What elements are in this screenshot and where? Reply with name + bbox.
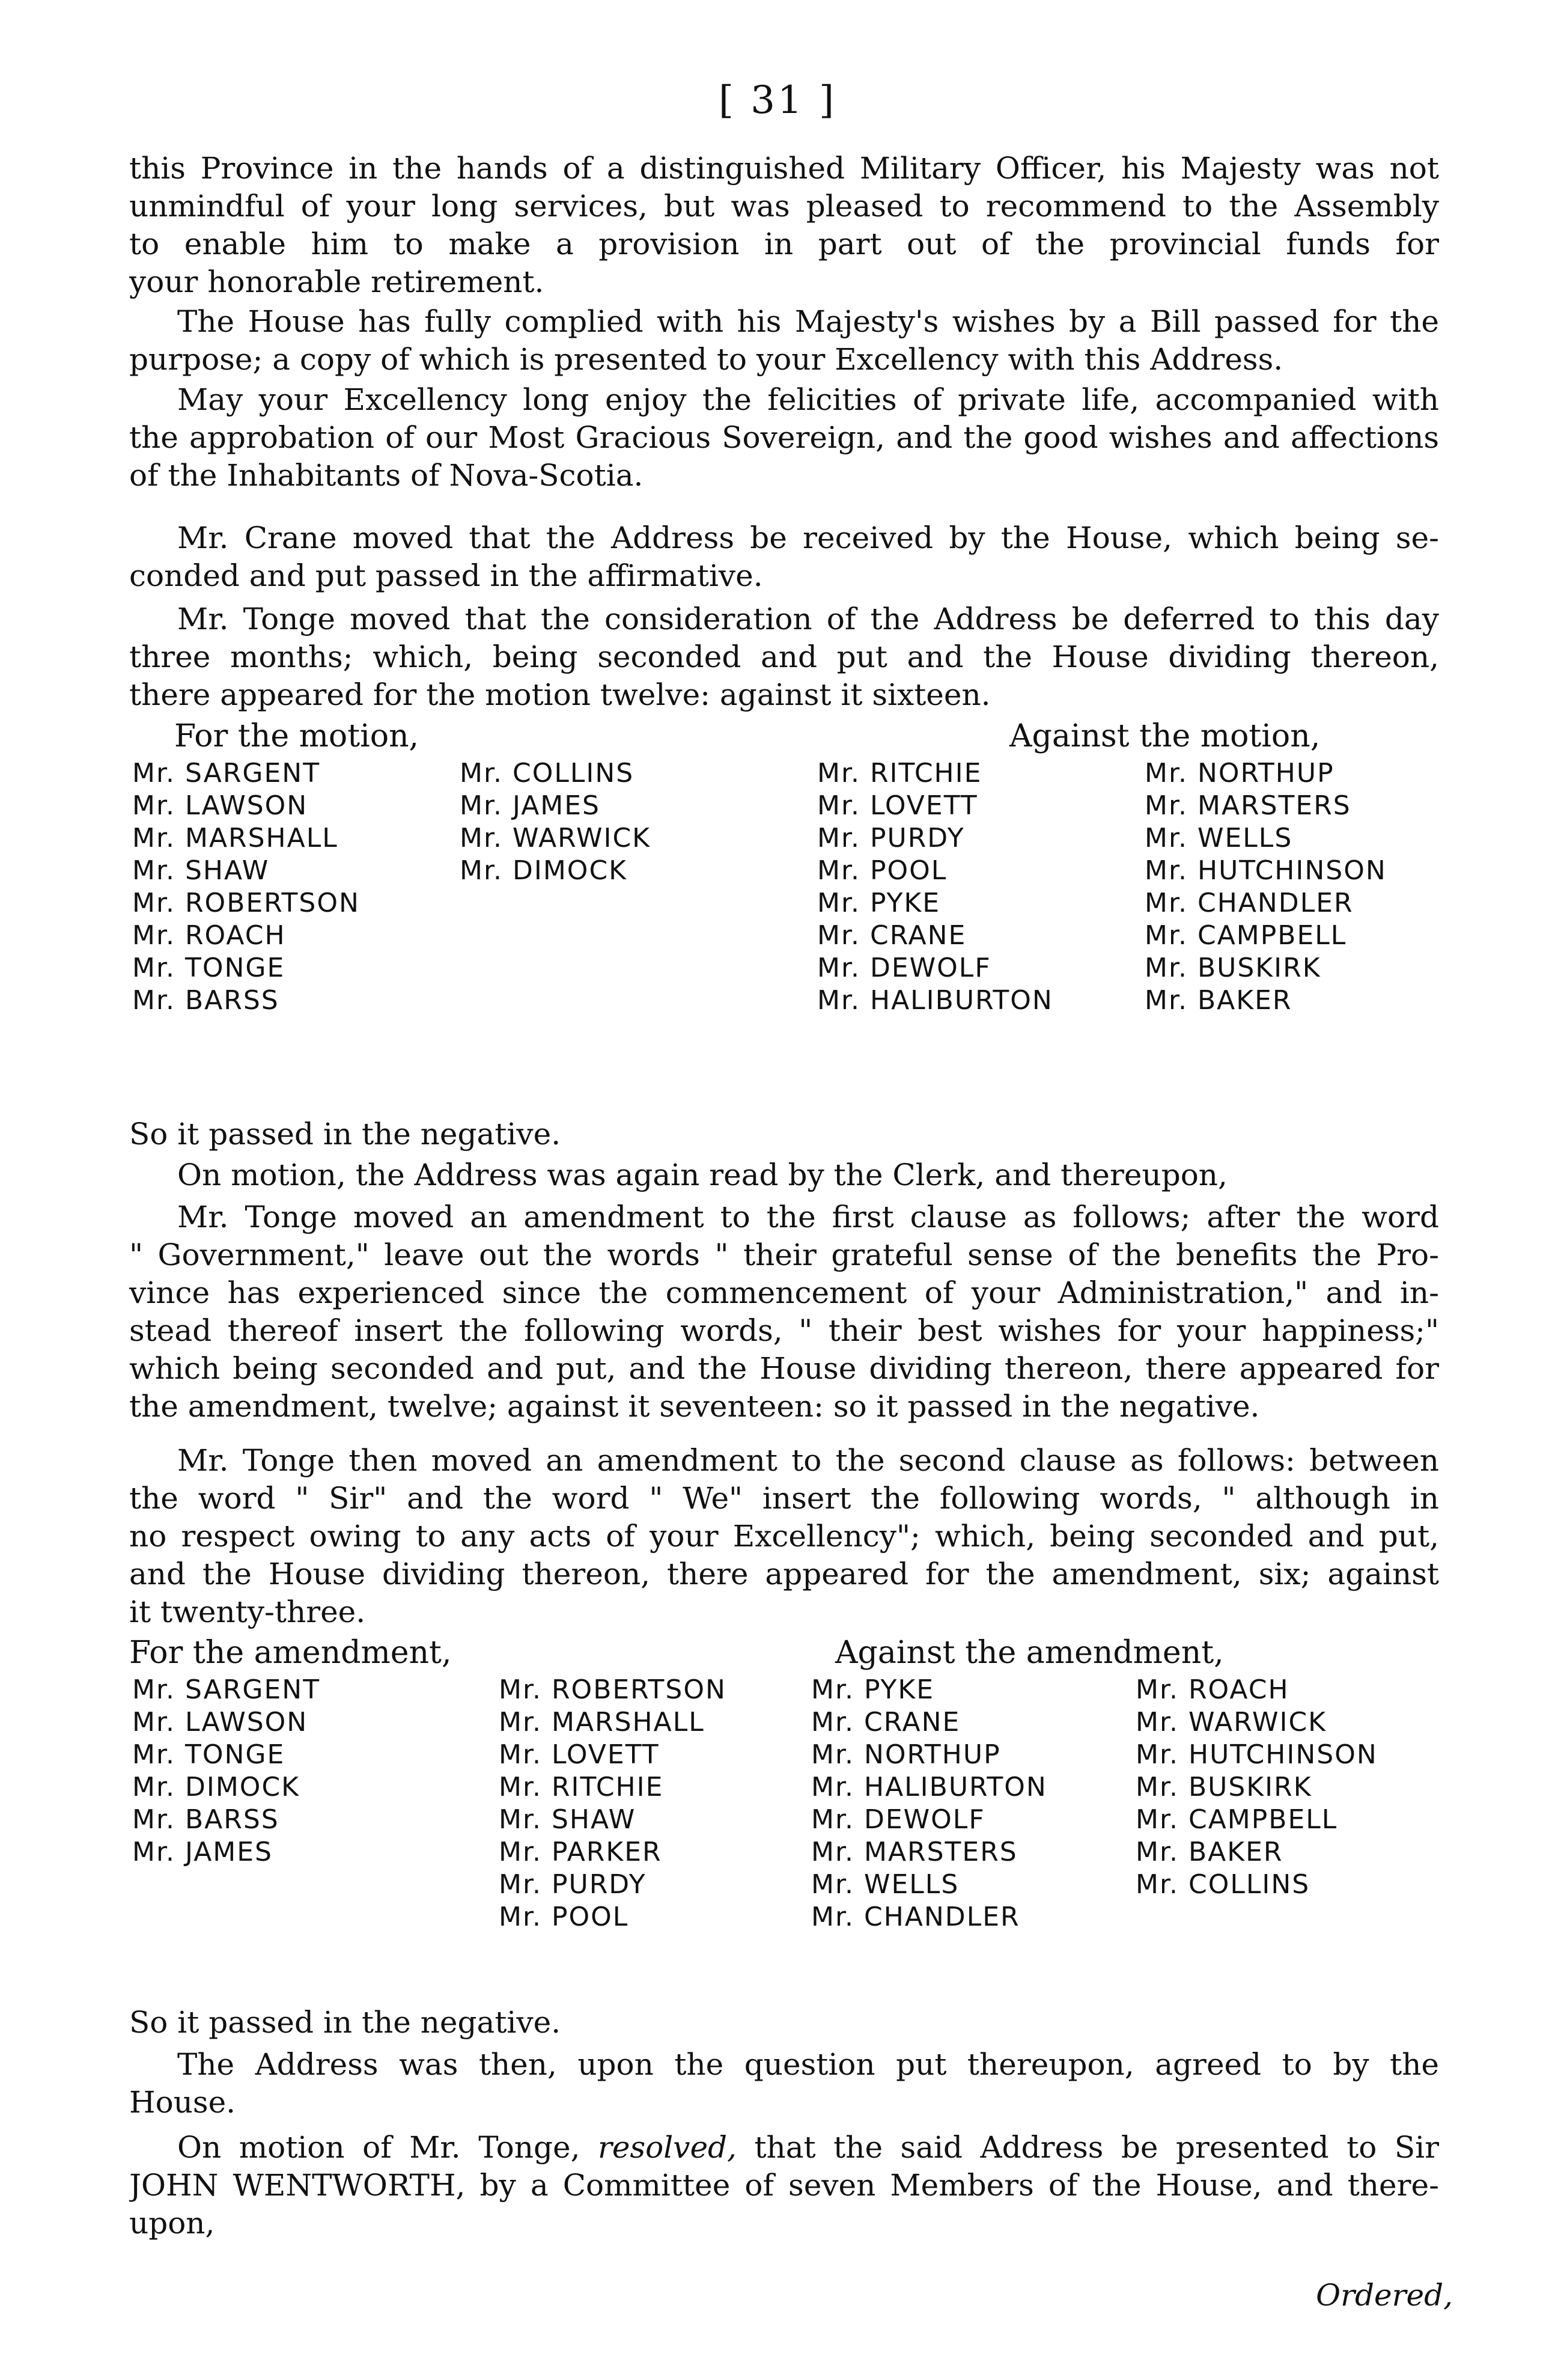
paragraph-tonge-defer xyxy=(129,604,1439,718)
member-name: Mr. LAWSON xyxy=(132,790,308,821)
paragraph-result-2 xyxy=(129,2007,1439,2045)
text-line: So it passed in the negative. xyxy=(129,1119,561,1152)
vote-heading-against: Against the amendment, xyxy=(835,1635,1224,1671)
member-name: Mr. CHANDLER xyxy=(811,1902,1020,1932)
member-name: Mr. PURDY xyxy=(817,823,965,853)
member-name: Mr. DIMOCK xyxy=(132,1772,300,1802)
paragraph-amendment-2 xyxy=(129,1445,1439,1635)
member-name: Mr. WARWICK xyxy=(1136,1707,1327,1738)
text-line: which being seconded and put, and the House dividing thereon, there appeared for xyxy=(129,1353,1439,1386)
member-name: Mr. BUSKIRK xyxy=(1145,953,1321,983)
text-line: Mr. Crane moved that the Address be received by the House, which being se- xyxy=(177,523,1439,555)
text-line: purpose; a copy of which is presented to your Excellency with this Address. xyxy=(129,344,1283,377)
vote-list-for-col1 xyxy=(132,1674,320,1869)
member-name: Mr. HUTCHINSON xyxy=(1145,855,1387,886)
member-name: Mr. MARSTERS xyxy=(1145,790,1351,821)
text-line: to enable him to make a provision in part out of the provincial funds for xyxy=(129,229,1439,261)
member-name: Mr. ROBERTSON xyxy=(499,1674,726,1705)
text-line: House. xyxy=(129,2087,236,2120)
text-line: conded and put passed in the affirmative. xyxy=(129,561,763,593)
vote-list-against-col1 xyxy=(817,757,1053,1017)
text-line: stead thereof insert the following words, " their best wishes for your happiness;" xyxy=(129,1316,1439,1348)
member-name: Mr. ROACH xyxy=(132,920,286,951)
text-line: your honorable retirement. xyxy=(129,267,544,299)
paragraph-read-again xyxy=(129,1160,1439,1198)
member-name: Mr. SARGENT xyxy=(132,758,321,789)
text-line: no respect owing to any acts of your Excellency"; which, being seconded and put, xyxy=(129,1521,1439,1554)
member-name: Mr. TONGE xyxy=(132,1739,285,1770)
text-run: On motion of Mr. Tonge, xyxy=(177,2132,598,2165)
vote-list-against-col2 xyxy=(1145,757,1387,1017)
text-line: JOHN WENTWORTH, by a Committee of seven Members of the House, and there- xyxy=(129,2170,1439,2203)
member-name: Mr. LOVETT xyxy=(499,1739,660,1770)
member-name: Mr. CAMPBELL xyxy=(1145,920,1347,951)
member-name: Mr. WELLS xyxy=(811,1869,960,1900)
member-name: Mr. CRANE xyxy=(811,1707,961,1738)
text-line: the word " Sir" and the word " We" insert the following words, " although in xyxy=(129,1483,1439,1516)
member-name: Mr. JAMES xyxy=(460,790,600,821)
member-name: Mr. MARSHALL xyxy=(499,1707,705,1738)
member-name: Mr. BAKER xyxy=(1145,985,1292,1016)
text-line: unmindful of your long services, but was pleased to recommend to the Assembly xyxy=(129,191,1439,224)
text-line xyxy=(129,2132,1439,2170)
member-name: Mr. SHAW xyxy=(499,1804,636,1835)
member-name: Mr. WELLS xyxy=(1145,823,1293,853)
text-line: The House has fully complied with his Majesty's wishes by a Bill passed for the xyxy=(177,307,1439,339)
member-name: Mr. POOL xyxy=(817,855,948,886)
member-name: Mr. RITCHIE xyxy=(499,1772,664,1802)
vote-heading-against: Against the motion, xyxy=(1009,718,1321,754)
page-number-header: [ 31 ] xyxy=(718,78,837,123)
member-name: Mr. PARKER xyxy=(499,1837,662,1867)
paragraph-bill xyxy=(129,307,1439,382)
text-line: On motion, the Address was again read by the Clerk, and thereupon, xyxy=(177,1160,1228,1192)
text-line: So it passed in the negative. xyxy=(129,2007,561,2040)
text-line: upon, xyxy=(129,2208,215,2241)
text-line: it twenty-three. xyxy=(129,1597,366,1629)
member-name: Mr. SARGENT xyxy=(132,1674,321,1705)
vote-heading-for: For the motion, xyxy=(174,718,419,754)
member-name: Mr. COLLINS xyxy=(460,758,634,789)
member-name: Mr. CRANE xyxy=(817,920,967,951)
text-line: there appeared for the motion twelve: against it sixteen. xyxy=(129,680,991,712)
member-name: Mr. POOL xyxy=(499,1902,629,1932)
paragraph-result-1 xyxy=(129,1119,1439,1157)
member-name: Mr. BUSKIRK xyxy=(1136,1772,1312,1802)
member-name: Mr. JAMES xyxy=(132,1837,273,1867)
paragraph-address-end xyxy=(129,153,1439,305)
paragraph-wishes xyxy=(129,385,1439,498)
text-line: the approbation of our Most Gracious Sovereign, and the good wishes and affections xyxy=(129,423,1439,455)
member-name: Mr. NORTHUP xyxy=(1145,758,1334,789)
vote-heading-for: For the amendment, xyxy=(129,1635,452,1671)
member-name: Mr. MARSTERS xyxy=(811,1837,1018,1867)
member-name: Mr. DIMOCK xyxy=(460,855,628,886)
vote-list-against-col2 xyxy=(811,1674,1047,1933)
text-line: " Government," leave out the words " their grateful sense of the benefits the Pro- xyxy=(129,1240,1439,1272)
paragraph-committee xyxy=(129,2132,1439,2246)
member-name: Mr. ROACH xyxy=(1136,1674,1289,1705)
italic-resolved: resolved, xyxy=(597,2132,737,2165)
text-line: of the Inhabitants of Nova-Scotia. xyxy=(129,460,644,493)
member-name: Mr. BARSS xyxy=(132,1804,279,1835)
text-run: that the said Address be presented to Sir xyxy=(736,2132,1439,2165)
text-line: three months; which, being seconded and put and the House dividing thereon, xyxy=(129,642,1439,674)
member-name: Mr. BARSS xyxy=(132,985,279,1016)
text-line: Mr. Tonge moved an amendment to the first clause as follows; after the word xyxy=(177,1202,1439,1234)
member-name: Mr. CHANDLER xyxy=(1145,888,1354,918)
member-name: Mr. SHAW xyxy=(132,855,270,886)
member-name: Mr. LAWSON xyxy=(132,1707,308,1738)
member-name: Mr. CAMPBELL xyxy=(1136,1804,1338,1835)
text-line: this Province in the hands of a distinguished Military Officer, his Majesty was not xyxy=(129,153,1439,186)
text-line: The Address was then, upon the question put thereupon, agreed to by the xyxy=(177,2049,1439,2082)
text-line: Mr. Tonge moved that the consideration of the Address be deferred to this day xyxy=(177,604,1439,636)
vote-list-against-col3 xyxy=(1136,1674,1378,1901)
paragraph-address-agreed xyxy=(129,2049,1439,2125)
vote-list-for-col2 xyxy=(460,757,651,887)
member-name: Mr. HUTCHINSON xyxy=(1136,1739,1378,1770)
member-name: Mr. PYKE xyxy=(817,888,941,918)
vote-list-for-col1 xyxy=(132,757,360,1017)
member-name: Mr. RITCHIE xyxy=(817,758,982,789)
member-name: Mr. LOVETT xyxy=(817,790,978,821)
member-name: Mr. WARWICK xyxy=(460,823,651,853)
member-name: Mr. COLLINS xyxy=(1136,1869,1310,1900)
paragraph-amendment-1 xyxy=(129,1202,1439,1429)
member-name: Mr. PYKE xyxy=(811,1674,935,1705)
text-line: and the House dividing thereon, there appeared for the amendment, six; against xyxy=(129,1559,1439,1591)
member-name: Mr. ROBERTSON xyxy=(132,888,360,918)
catchword: Ordered, xyxy=(1316,2278,1453,2313)
vote-list-against-col1 xyxy=(499,1674,726,1933)
text-line: vince has experienced since the commencement of your Administration," and in- xyxy=(129,1278,1439,1310)
member-name: Mr. DEWOLF xyxy=(811,1804,985,1835)
member-name: Mr. TONGE xyxy=(132,953,285,983)
member-name: Mr. DEWOLF xyxy=(817,953,991,983)
member-name: Mr. NORTHUP xyxy=(811,1739,1001,1770)
text-line: Mr. Tonge then moved an amendment to the second clause as follows: between xyxy=(177,1445,1439,1478)
text-line: the amendment, twelve; against it seventeen: so it passed in the negative. xyxy=(129,1391,1260,1424)
member-name: Mr. PURDY xyxy=(499,1869,647,1900)
member-name: Mr. HALIBURTON xyxy=(811,1772,1047,1802)
member-name: Mr. MARSHALL xyxy=(132,823,338,853)
member-name: Mr. HALIBURTON xyxy=(817,985,1053,1016)
member-name: Mr. BAKER xyxy=(1136,1837,1283,1867)
paragraph-crane-motion xyxy=(129,523,1439,599)
text-line: May your Excellency long enjoy the felicities of private life, accompanied with xyxy=(177,385,1439,417)
